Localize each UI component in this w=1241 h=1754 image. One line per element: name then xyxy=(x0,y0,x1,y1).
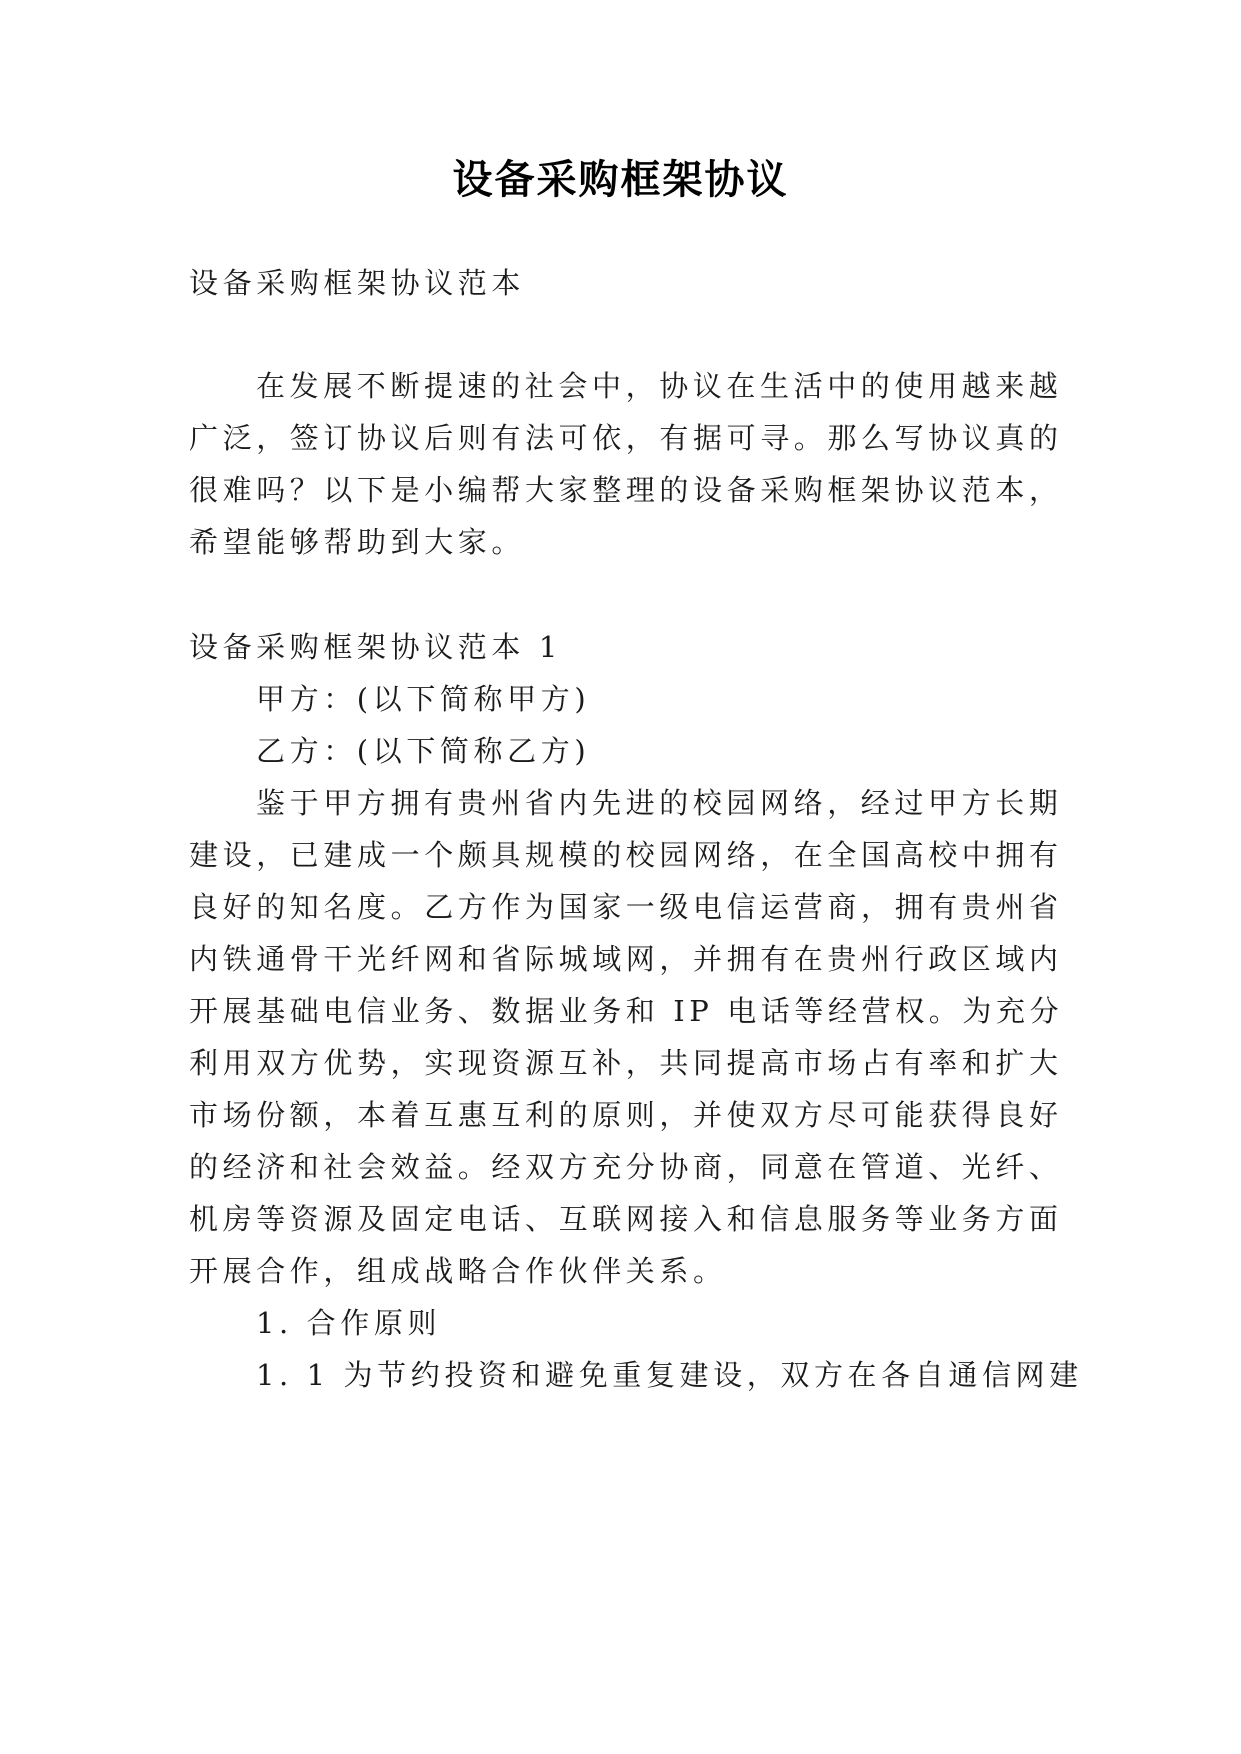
party-a-line: 甲方：(以下简称甲方) xyxy=(256,682,591,716)
clause-1-heading: 1. 合作原则 xyxy=(256,1306,442,1340)
party-b-line: 乙方：(以下简称乙方) xyxy=(256,734,591,768)
section-heading: 设备采购框架协议范本 1 xyxy=(189,630,562,664)
clause-1-1-line: 1. 1 为节约投资和避免重复建设，双方在各自通信网建 xyxy=(256,1358,1083,1392)
body-line: 良好的知名度。乙方作为国家一级电信运营商，拥有贵州省 xyxy=(189,890,1063,924)
intro-line: 希望能够帮助到大家。 xyxy=(189,525,526,559)
body-line: 内铁通骨干光纤网和省际城域网，并拥有在贵州行政区域内 xyxy=(189,942,1063,976)
body-line: 鉴于甲方拥有贵州省内先进的校园网络，经过甲方长期 xyxy=(256,786,1063,820)
document-title: 设备采购框架协议 xyxy=(452,156,789,203)
body-line: 开展合作，组成战略合作伙伴关系。 xyxy=(189,1254,727,1288)
body-line: 建设，已建成一个颇具规模的校园网络，在全国高校中拥有 xyxy=(189,838,1063,872)
body-line: 机房等资源及固定电话、互联网接入和信息服务等业务方面 xyxy=(189,1202,1063,1236)
body-line: 开展基础电信业务、数据业务和 IP 电话等经营权。为充分 xyxy=(189,994,1064,1028)
body-line: 利用双方优势，实现资源互补，共同提高市场占有率和扩大 xyxy=(189,1046,1063,1080)
intro-line: 很难吗？以下是小编帮大家整理的设备采购框架协议范本， xyxy=(189,473,1063,507)
body-line: 的经济和社会效益。经双方充分协商，同意在管道、光纤、 xyxy=(189,1150,1063,1184)
body-line: 市场份额，本着互惠互利的原则，并使双方尽可能获得良好 xyxy=(189,1098,1063,1132)
intro-line: 广泛，签订协议后则有法可依，有据可寻。那么写协议真的 xyxy=(189,421,1063,455)
document-subtitle: 设备采购框架协议范本 xyxy=(189,266,526,300)
intro-line: 在发展不断提速的社会中，协议在生活中的使用越来越 xyxy=(256,369,1063,403)
